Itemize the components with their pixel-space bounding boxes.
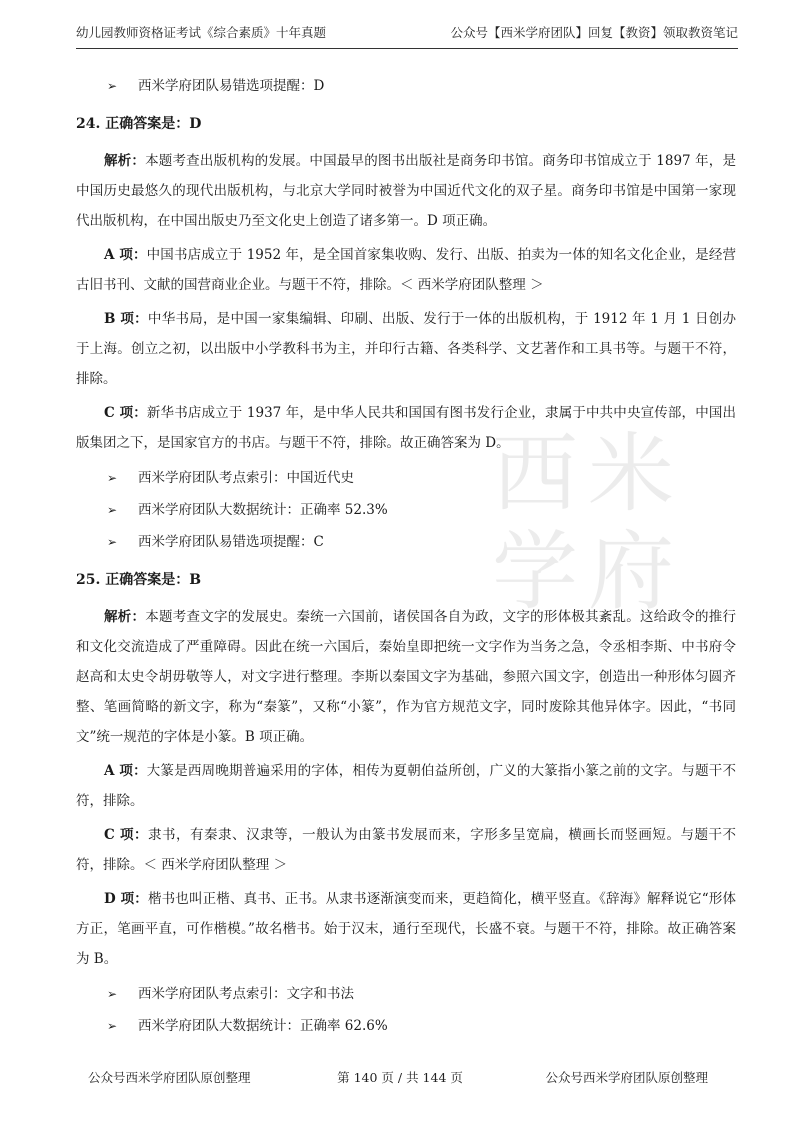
analysis-text: 本题考查出版机构的发展。中国最早的图书出版社是商务印书馆。商务印书馆成立于 1897 年，是中国历史最悠久的现代出版机构，与北京大学同时被誉为中国近代文化的双子星。商务印书馆是中国第一家现代出版机构，在中国出版史乃至文化史上创造了诸多第一。D 项正确。: [76, 153, 736, 229]
page-content: [76, 76, 736, 1048]
bullet-text: 西米学府团队考点索引：中国近代史: [138, 470, 354, 486]
watermark-line-1: 西米: [492, 424, 684, 524]
page-header: [76, 22, 738, 49]
arrow-bullet-icon: ➢: [107, 471, 118, 485]
q25-option-d: [76, 884, 736, 974]
question-24-title: 24. 正确答案是：D: [76, 116, 202, 132]
analysis-label: 解析：: [104, 153, 146, 169]
header-right-notice: 公众号【西米学府团队】回复【教资】领取教资笔记: [450, 25, 738, 40]
option-c-label: C 项：: [104, 827, 148, 843]
option-a-text: 中国书店成立于 1952 年，是全国首家集收购、发行、出版、拍卖为一体的知名文化企业，是经营古旧书刊、文献的国营商业企业。与题干不符，排除。＜ 西米学府团队整理 ＞: [76, 247, 736, 293]
option-c-text: 隶书，有秦隶、汉隶等，一般认为由篆书发展而来，字形多呈宽扁，横画长而竖画短。与题干不符，排除。＜ 西米学府团队整理 ＞: [76, 827, 736, 873]
arrow-bullet-icon: ➢: [107, 1019, 118, 1033]
q24-option-a: [76, 240, 736, 300]
arrow-bullet-icon: ➢: [107, 535, 118, 549]
bullet-text: 西米学府团队易错选项提醒：D: [138, 78, 325, 94]
bullet-item: [76, 76, 736, 96]
analysis-text: 本题考查文字的发展史。秦统一六国前，诸侯国各自为政，文字的形体极其紊乱。这给政令的推行和文化交流造成了严重障碍。因此在统一六国后，秦始皇即把统一文字作为当务之急，令丞相李斯、中书府令赵高和太史令胡毋敬等人，对文字进行整理。李斯以秦国文字为基础，参照六国文字，创造出一种形体匀圆齐整、笔画简略的新文字，称为“秦篆”，又称“小篆”，作为官方规范文字，同时废除其他异体字。因此，“书同文”统一规范的字体是小篆。B 项正确。: [76, 609, 736, 745]
q24-option-b: [76, 304, 736, 394]
q25-option-a: [76, 756, 736, 816]
option-b-text: 中华书局，是中国一家集编辑、印刷、出版、发行于一体的出版机构，于 1912 年 1 月 1 日创办于上海。创立之初，以出版中小学教科书为主，并印行古籍、各类科学、文艺著作和工具书等。与题干不符，排除。: [76, 311, 736, 387]
analysis-label: 解析：: [104, 609, 146, 625]
q24-option-c: [76, 398, 736, 458]
bullet-item: [76, 500, 736, 520]
bullet-item: [76, 532, 736, 552]
bullet-item: [76, 1016, 736, 1036]
page-number: 第 140 页 / 共 144 页: [337, 1070, 463, 1085]
question-25-title: 25. 正确答案是：B: [76, 572, 202, 588]
arrow-bullet-icon: ➢: [107, 503, 118, 517]
option-a-text: 大篆是西周晚期普遍采用的字体，相传为夏朝伯益所创，广义的大篆指小篆之前的文字。与题干不符，排除。: [76, 763, 736, 809]
footer-right: 公众号西米学府团队原创整理: [545, 1070, 708, 1085]
q25-analysis: [76, 602, 736, 752]
q24-analysis: [76, 146, 736, 236]
option-d-text: 楷书也叫正楷、真书、正书。从隶书逐渐演变而来，更趋简化，横平竖直。《辞海》解释说它“形体方正，笔画平直，可作楷模。”故名楷书。始于汉末，通行至现代，长盛不衰。与题干不符，排除。故正确答案为 B。: [76, 891, 736, 967]
bullet-item: [76, 468, 736, 488]
bullet-item: [76, 984, 736, 1004]
bullet-text: 西米学府团队大数据统计：正确率 62.6%: [138, 1018, 388, 1034]
bullet-text: 西米学府团队大数据统计：正确率 52.3%: [138, 502, 388, 518]
bullet-text: 西米学府团队易错选项提醒：C: [138, 534, 324, 550]
page-footer: [0, 1068, 800, 1088]
q25-option-c: [76, 820, 736, 880]
watermark-line-2: 学府: [492, 522, 684, 622]
arrow-bullet-icon: ➢: [107, 987, 118, 1001]
option-c-text: 新华书店成立于 1937 年，是中华人民共和国国有图书发行企业，隶属于中共中央宣传部，中国出版集团之下，是国家官方的书店。与题干不符，排除。故正确答案为 D。: [76, 405, 736, 451]
option-b-label: B 项：: [104, 311, 148, 327]
option-a-label: A 项：: [104, 763, 147, 779]
arrow-bullet-icon: ➢: [107, 79, 118, 93]
option-a-label: A 项：: [104, 247, 147, 263]
bullet-text: 西米学府团队考点索引：文字和书法: [138, 986, 354, 1002]
option-d-label: D 项：: [104, 891, 148, 907]
header-left-title: 幼儿园教师资格证考试《综合素质》十年真题: [76, 25, 327, 40]
option-c-label: C 项：: [104, 405, 147, 421]
footer-left: 公众号西米学府团队原创整理: [88, 1070, 251, 1085]
